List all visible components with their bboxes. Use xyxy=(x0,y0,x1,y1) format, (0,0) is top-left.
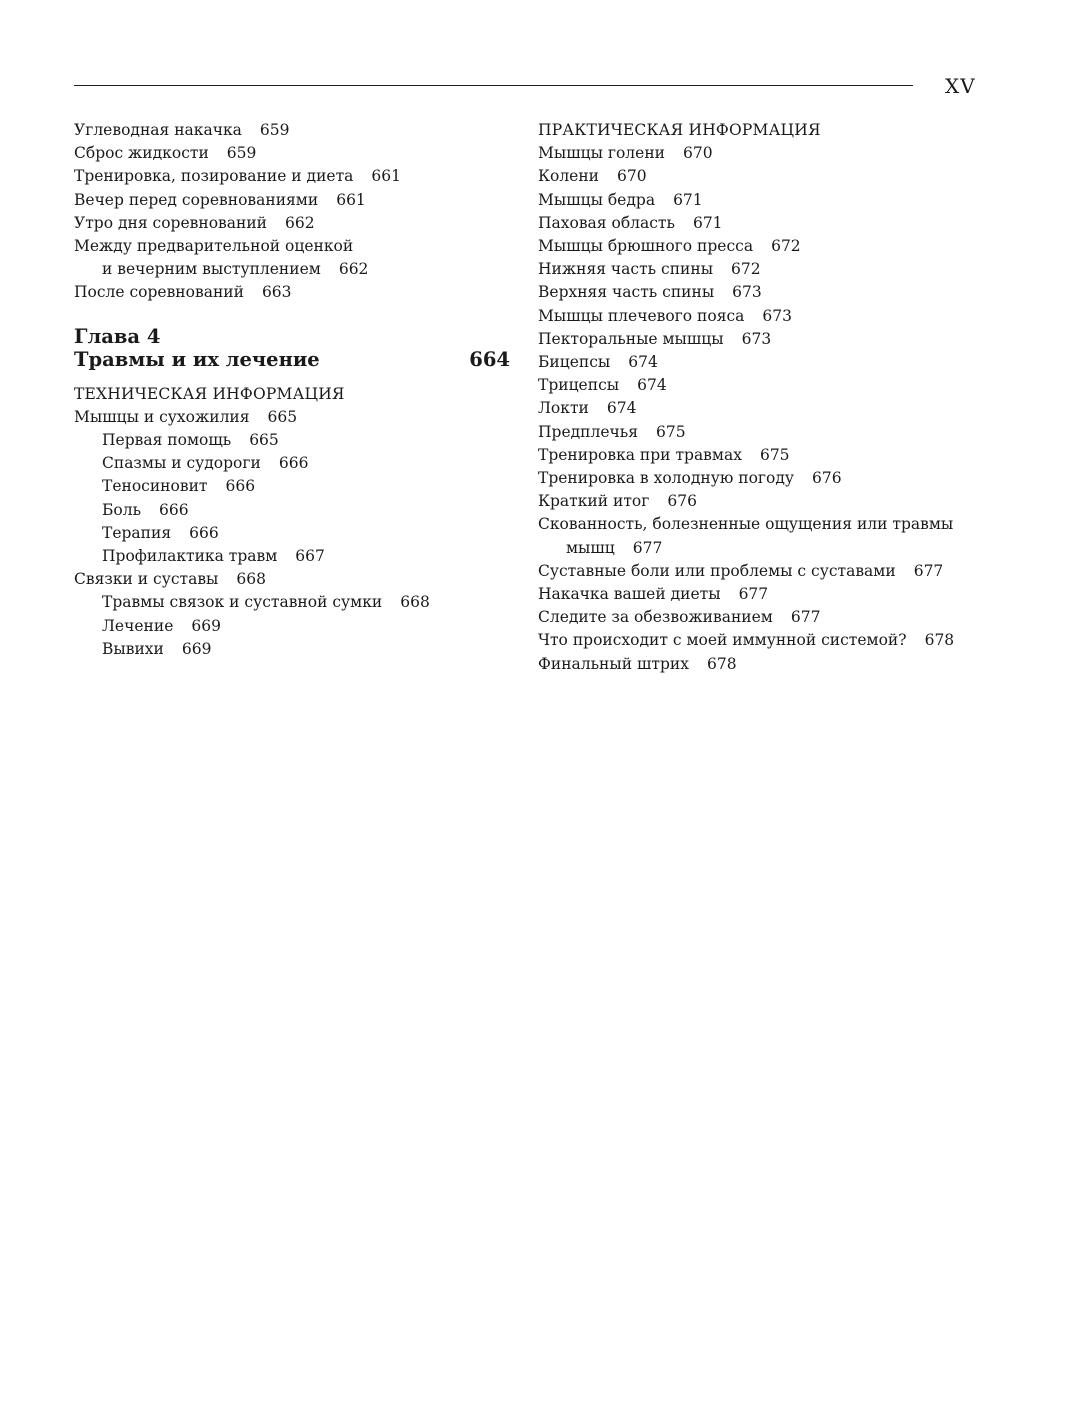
header-rule xyxy=(74,85,913,86)
toc-entry-page: 665 xyxy=(267,407,298,426)
toc-entry-page: 677 xyxy=(738,585,769,604)
toc-entry xyxy=(538,351,978,374)
toc-subentry xyxy=(74,452,510,475)
toc-entry-title: Углеводная накачка xyxy=(74,121,242,139)
toc-entry xyxy=(538,421,978,444)
toc-entry-page: 663 xyxy=(261,283,292,302)
toc-entry-page: 659 xyxy=(259,121,290,139)
toc-entry xyxy=(538,328,978,351)
toc-entry-title: Колени xyxy=(538,167,600,186)
toc-entry-page: 671 xyxy=(692,213,723,232)
toc-entry-page: 670 xyxy=(617,167,647,186)
toc-entry-title: Боль xyxy=(102,500,142,519)
toc-entry-page: 671 xyxy=(673,190,703,209)
toc-entry-title: Верхняя часть спины xyxy=(538,283,715,302)
toc-entry-page: 662 xyxy=(338,260,369,279)
toc-entry-title: Профилактика травм xyxy=(102,547,278,566)
toc-entry-title: Мышцы плечевого пояса xyxy=(538,306,745,325)
toc-entry-page: 674 xyxy=(606,399,637,418)
toc-entry-page: 675 xyxy=(655,422,686,441)
toc-entry-page: 665 xyxy=(249,431,279,450)
toc-entry-page: 668 xyxy=(400,593,430,612)
toc-entry-page: 668 xyxy=(236,570,266,589)
page-number: XV xyxy=(945,74,976,98)
toc-entry-page: 666 xyxy=(189,523,219,542)
toc-subentry xyxy=(74,429,510,452)
chapter-page: 664 xyxy=(469,347,510,371)
toc-entry xyxy=(74,119,510,142)
toc-entry xyxy=(538,258,978,281)
toc-entry xyxy=(538,374,978,397)
toc-entry xyxy=(538,560,978,583)
toc-entry xyxy=(538,165,978,188)
toc-entry-title-cont: и вечерним выступлением xyxy=(102,260,321,279)
toc-entry xyxy=(74,568,510,591)
toc-entry-title: Связки и суставы xyxy=(74,570,219,589)
toc-entry-title: Сброс жидкости xyxy=(74,144,209,163)
toc-entry xyxy=(538,212,978,235)
toc-entry-page: 662 xyxy=(285,213,315,232)
toc-entry-title: Финальный штрих xyxy=(538,654,689,673)
toc-entry-title: Спазмы и судороги xyxy=(102,454,261,473)
toc-entry-page: 677 xyxy=(913,561,944,580)
toc-entry-title: Травмы связок и суставной сумки xyxy=(102,593,383,612)
toc-entry-title: Между предварительной оценкой xyxy=(74,237,354,256)
chapter-title-row xyxy=(74,348,510,371)
toc-entry-title: Терапия xyxy=(102,523,172,542)
chapter-label: Глава 4 xyxy=(74,324,161,348)
toc-entry-title: Трицепсы xyxy=(538,376,620,395)
toc-entry xyxy=(74,189,510,212)
toc-entry-page: 678 xyxy=(924,631,955,650)
toc-subentry xyxy=(74,499,510,522)
toc-entry xyxy=(538,467,978,490)
section-heading-practical: ПРАКТИЧЕСКАЯ ИНФОРМАЦИЯ xyxy=(538,121,821,139)
toc-entry-page: 669 xyxy=(181,639,212,658)
toc-entry-page: 667 xyxy=(295,547,325,566)
toc-subentry xyxy=(74,638,510,661)
toc-entry-title: Предплечья xyxy=(538,422,638,441)
toc-entry-title: Тренировка, позирование и диета xyxy=(74,167,354,186)
toc-entry-title: Локти xyxy=(538,399,589,418)
toc-subentry xyxy=(74,522,510,545)
toc-entry-title-cont: мышц xyxy=(566,538,615,557)
toc-subentry xyxy=(74,545,510,568)
toc-entry-title: Лечение xyxy=(102,616,174,635)
toc-entry xyxy=(538,583,978,606)
toc-entry-title: Мышцы и сухожилия xyxy=(74,407,250,426)
toc-entry xyxy=(74,235,510,258)
toc-entry-title: Паховая область xyxy=(538,213,675,232)
section-heading-technical: ТЕХНИЧЕСКАЯ ИНФОРМАЦИЯ xyxy=(74,384,345,403)
toc-subentry xyxy=(74,615,510,638)
toc-entry-page: 673 xyxy=(762,306,793,325)
toc-entry-page: 674 xyxy=(628,353,658,372)
toc-entry-page: 669 xyxy=(191,616,221,635)
toc-entry xyxy=(538,629,978,652)
toc-entry-page: 672 xyxy=(771,237,801,256)
toc-entry-page: 677 xyxy=(790,608,821,627)
toc-entry-title: Тренировка в холодную погоду xyxy=(538,469,795,488)
toc-entry-page: 675 xyxy=(759,445,790,464)
toc-entry-title: Следите за обезвоживанием xyxy=(538,608,773,627)
chapter-title: Травмы и их лечение xyxy=(74,347,320,371)
toc-entry xyxy=(538,281,978,304)
toc-entry-page: 673 xyxy=(732,283,762,302)
toc-entry-title: Теносиновит xyxy=(102,477,208,496)
toc-entry xyxy=(74,212,510,235)
toc-entry xyxy=(538,189,978,212)
toc-entry-title: Скованность, болезненные ощущения или травмы xyxy=(538,515,954,534)
toc-entry-page: 677 xyxy=(632,538,663,557)
toc-entry xyxy=(538,142,978,165)
toc-entry-title: Краткий итог xyxy=(538,492,650,511)
toc-entry-title: После соревнований xyxy=(74,283,244,302)
toc-subentry xyxy=(74,475,510,498)
toc-entry-title: Нижняя часть спины xyxy=(538,260,714,279)
toc-entry-title: Мышцы брюшного пресса xyxy=(538,237,754,256)
toc-right-column xyxy=(538,119,978,676)
toc-entry-page: 666 xyxy=(278,454,309,473)
toc-entry-title: Накачка вашей диеты xyxy=(538,585,721,604)
toc-entry-title: Что происходит с моей иммунной системой? xyxy=(538,631,907,650)
toc-entry-page: 670 xyxy=(682,144,713,163)
toc-entry-title: Мышцы голени xyxy=(538,144,665,163)
toc-entry-page: 676 xyxy=(667,492,697,511)
toc-entry xyxy=(538,444,978,467)
toc-entry-title: Утро дня соревнований xyxy=(74,213,267,232)
toc-entry xyxy=(538,235,978,258)
toc-entry-page: 661 xyxy=(371,167,402,186)
toc-entry-title: Суставные боли или проблемы с суставами xyxy=(538,561,896,580)
toc-entry-page: 672 xyxy=(731,260,761,279)
toc-entry-title: Вечер перед соревнованиями xyxy=(74,190,319,209)
toc-entry-page: 666 xyxy=(225,477,256,496)
toc-entry xyxy=(538,606,978,629)
toc-entry xyxy=(538,397,978,420)
toc-entry-title: Мышцы бедра xyxy=(538,190,656,209)
toc-entry xyxy=(74,281,510,304)
toc-entry-continuation xyxy=(538,537,978,560)
toc-entry xyxy=(538,305,978,328)
toc-entry-page: 659 xyxy=(226,144,257,163)
toc-entry-page: 674 xyxy=(637,376,667,395)
toc-entry xyxy=(538,490,978,513)
toc-entry-title: Пекторальные мышцы xyxy=(538,329,724,348)
toc-entry-title: Тренировка при травмах xyxy=(538,445,742,464)
toc-entry xyxy=(538,513,978,536)
toc-entry-title: Вывихи xyxy=(102,639,164,658)
toc-entry-page: 666 xyxy=(159,500,189,519)
toc-entry-continuation xyxy=(74,258,510,281)
toc-entry-page: 673 xyxy=(741,329,772,348)
toc-entry xyxy=(74,165,510,188)
toc-entry-page: 678 xyxy=(706,654,737,673)
chapter-heading xyxy=(74,325,510,371)
spacer xyxy=(74,371,510,383)
toc-entry xyxy=(538,653,978,676)
toc-entry-page: 661 xyxy=(336,190,366,209)
toc-entry-page: 676 xyxy=(812,469,842,488)
toc-entry xyxy=(74,142,510,165)
toc-left-column xyxy=(74,119,510,661)
toc-subentry xyxy=(74,591,510,614)
toc-entry xyxy=(74,406,510,429)
toc-entry-title: Первая помощь xyxy=(102,431,232,450)
toc-entry-title: Бицепсы xyxy=(538,353,611,372)
